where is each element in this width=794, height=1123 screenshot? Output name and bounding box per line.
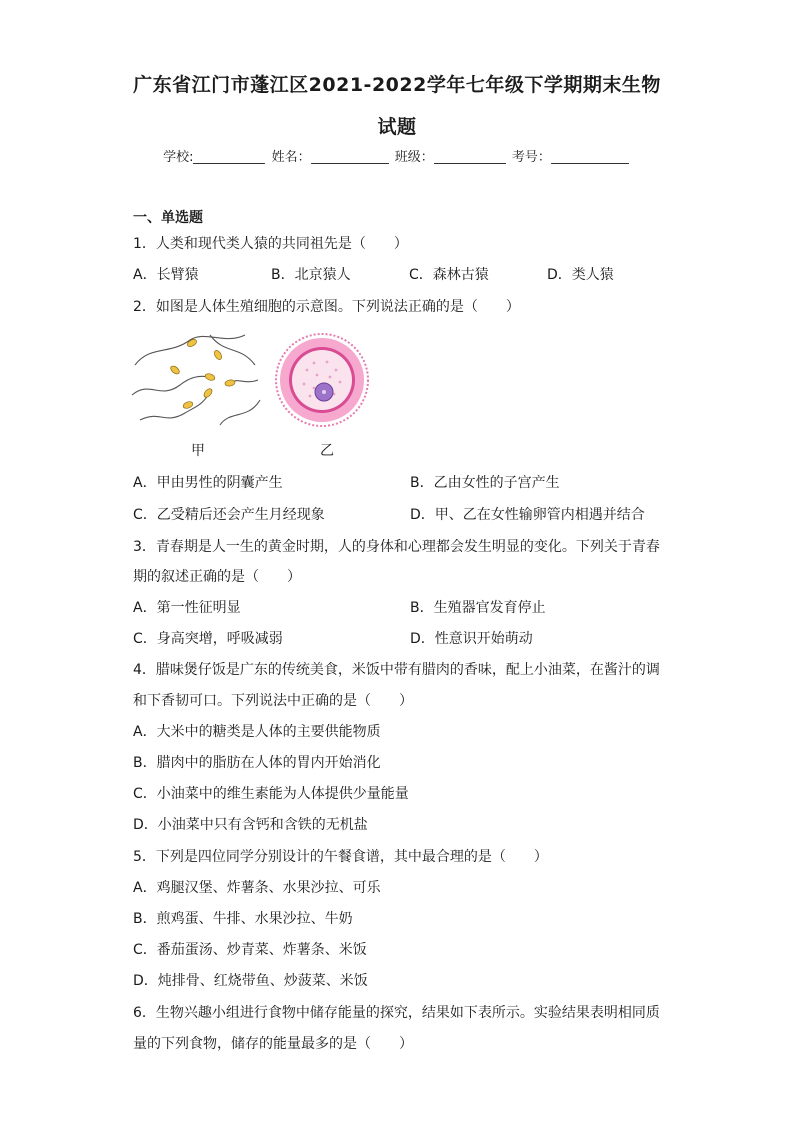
q3-option-a: A．第一性征明显 bbox=[133, 600, 241, 616]
section-heading: 一、单选题 bbox=[133, 210, 203, 226]
doc-title-line1: 广东省江门市蓬江区2021-2022学年七年级下学期期末生物 bbox=[133, 74, 661, 96]
q2-option-a: A．甲由男性的阴囊产生 bbox=[133, 475, 283, 491]
class-blank[interactable] bbox=[434, 149, 506, 164]
school-blank[interactable] bbox=[193, 149, 265, 164]
q3-option-b: B．生殖器官发育停止 bbox=[410, 600, 546, 616]
q5-option-d: D．炖排骨、红烧带鱼、炒菠菜、米饭 bbox=[133, 973, 368, 989]
school-label: 学校: bbox=[163, 150, 194, 165]
q4-stem-line1: 4．腊味煲仔饭是广东的传统美食，米饭中带有腊肉的香味，配上小油菜，在酱汁的调 bbox=[133, 662, 660, 678]
q5-option-c: C．番茄蛋汤、炒青菜、炸薯条、米饭 bbox=[133, 942, 367, 958]
name-blank[interactable] bbox=[311, 149, 389, 164]
q2-option-d: D．甲、乙在女性输卵管内相遇并结合 bbox=[410, 507, 645, 523]
q3-stem-line2: 期的叙述正确的是（ ） bbox=[133, 569, 301, 585]
q4-stem-line2: 和下香韧可口。下列说法中正确的是（ ） bbox=[133, 693, 413, 709]
figure-label-jia: 甲 bbox=[191, 443, 205, 459]
q1-option-a: A．长臂猿 bbox=[133, 267, 199, 283]
q1-option-c: C．森林古猿 bbox=[409, 267, 489, 283]
q4-option-c: C．小油菜中的维生素能为人体提供少量能量 bbox=[133, 786, 409, 802]
exam-number-label: 考号： bbox=[511, 150, 551, 165]
q5-option-b: B．煎鸡蛋、牛排、水果沙拉、牛奶 bbox=[133, 911, 353, 927]
sperm-cell-illustration bbox=[130, 325, 265, 430]
doc-title-line2: 试题 bbox=[377, 116, 417, 138]
name-label: 姓名： bbox=[271, 150, 311, 165]
q2-option-c: C．乙受精后还会产生月经现象 bbox=[133, 507, 325, 523]
q2-stem: 2．如图是人体生殖细胞的示意图。下列说法正确的是（ ） bbox=[133, 299, 520, 315]
q4-option-b: B．腊肉中的脂肪在人体的胃内开始消化 bbox=[133, 755, 381, 771]
q4-option-a: A．大米中的糖类是人体的主要供能物质 bbox=[133, 724, 381, 740]
q5-stem: 5．下列是四位同学分别设计的午餐食谱，其中最合理的是（ ） bbox=[133, 849, 548, 865]
egg-cell-illustration bbox=[272, 330, 372, 430]
student-info-line bbox=[0, 146, 794, 165]
q4-option-d: D．小油菜中只有含钙和含铁的无机盐 bbox=[133, 817, 368, 833]
q1-option-b: B．北京猿人 bbox=[271, 267, 351, 283]
q6-stem-line2: 量的下列食物，储存的能量最多的是（ ） bbox=[133, 1036, 413, 1052]
q6-stem-line1: 6．生物兴趣小组进行食物中储存能量的探究，结果如下表所示。实验结果表明相同质 bbox=[133, 1005, 660, 1021]
q5-option-a: A．鸡腿汉堡、炸薯条、水果沙拉、可乐 bbox=[133, 880, 381, 896]
exam-number-blank[interactable] bbox=[551, 149, 629, 164]
q3-option-c: C．身高突增，呼吸减弱 bbox=[133, 631, 283, 647]
q2-option-b: B．乙由女性的子宫产生 bbox=[410, 475, 560, 491]
figure-label-yi: 乙 bbox=[320, 443, 334, 459]
q1-option-d: D．类人猿 bbox=[547, 267, 614, 283]
q3-option-d: D．性意识开始萌动 bbox=[410, 631, 533, 647]
class-label: 班级： bbox=[394, 150, 434, 165]
q3-stem-line1: 3．青春期是人一生的黄金时期，人的身体和心理都会发生明显的变化。下列关于青春 bbox=[133, 539, 660, 555]
q1-stem: 1．人类和现代类人猿的共同祖先是（ ） bbox=[133, 236, 408, 252]
